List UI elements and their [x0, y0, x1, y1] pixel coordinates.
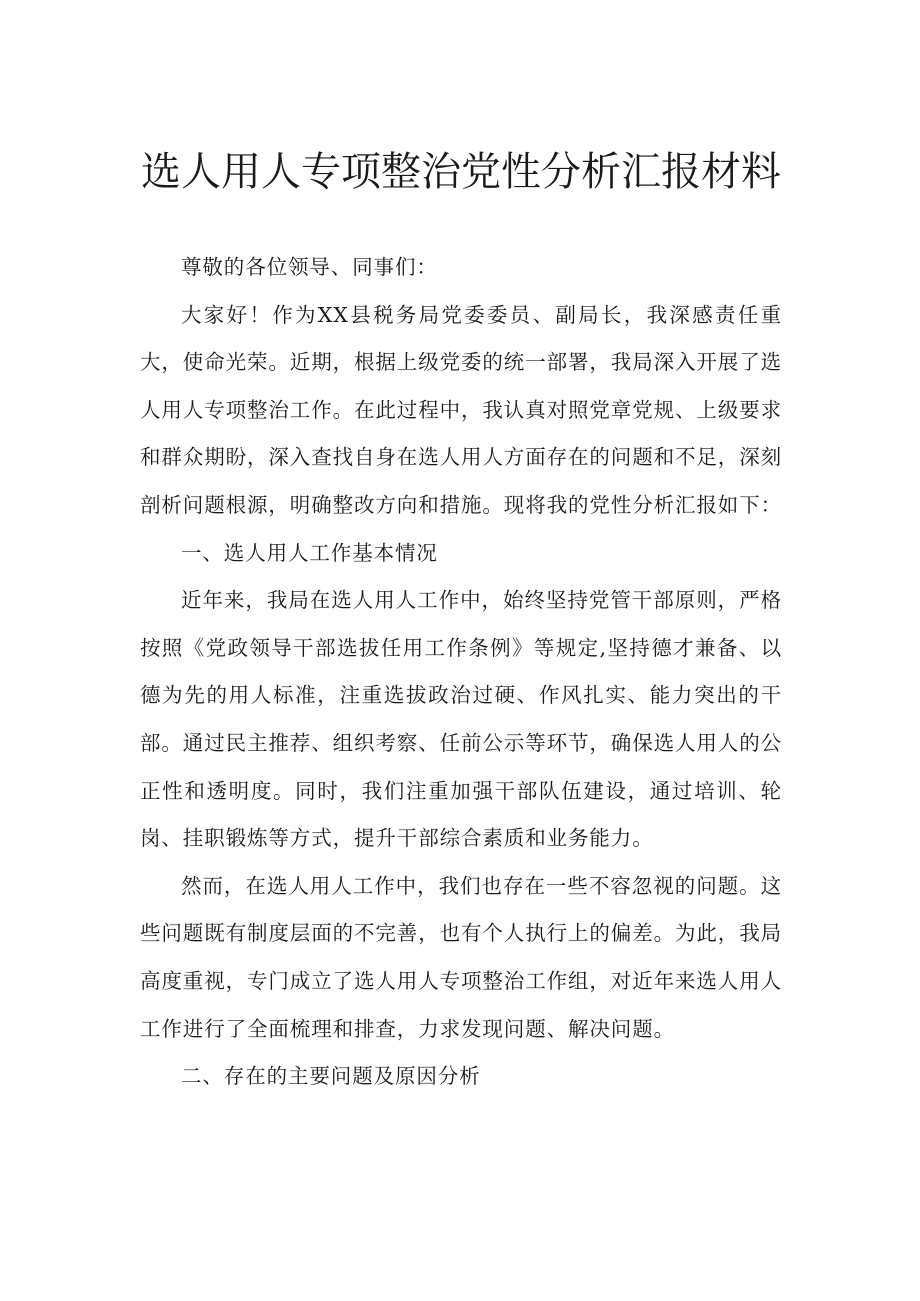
section1-paragraph-2: 然而，在选人用人工作中，我们也存在一些不容忽视的问题。这些问题既有制度层面的不完善，也有个人执行上的偏差。为此，我局高度重视，专门成立了选人用人专项整治工作组，对近年来选人用人工作进行了全面梳理和排查，力求发现问题、解决问题。 — [140, 873, 782, 1041]
section-heading-2: 二、存在的主要问题及原因分析 — [181, 1064, 481, 1089]
salutation: 尊敬的各位领导、同事们： — [181, 255, 438, 279]
section1-paragraph-1: 近年来，我局在选人用人工作中，始终坚持党管干部原则，严格按照《党政领导干部选拔任用工作条例》等规定,坚持德才兼备、以德为先的用人标准，注重选拔政治过硬、作风扎实、能力突出的干部。通过民主推荐、组织考察、任前公示等环节，确保选人用人的公正性和透明度。同时，我们注重加强干部队伍建设，通过培训、轮岗、挂职锻炼等方式，提升干部综合素质和业务能力。 — [140, 588, 782, 851]
intro-paragraph: 大家好！作为XX县税务局党委委员、副局长，我深感责任重大，使命光荣。近期，根据上级党委的统一部署，我局深入开展了选人用人专项整治工作。在此过程中，我认真对照党章党规、上级要求和群众期盼，深入查找自身在选人用人方面存在的问题和不足，深刻剖析问题根源，明确整改方向和措施。现将我的党性分析汇报如下： — [140, 302, 782, 517]
document-title: 选人用人专项整治党性分析汇报材料 — [141, 149, 781, 195]
section-heading-1: 一、选人用人工作基本情况 — [181, 540, 438, 565]
